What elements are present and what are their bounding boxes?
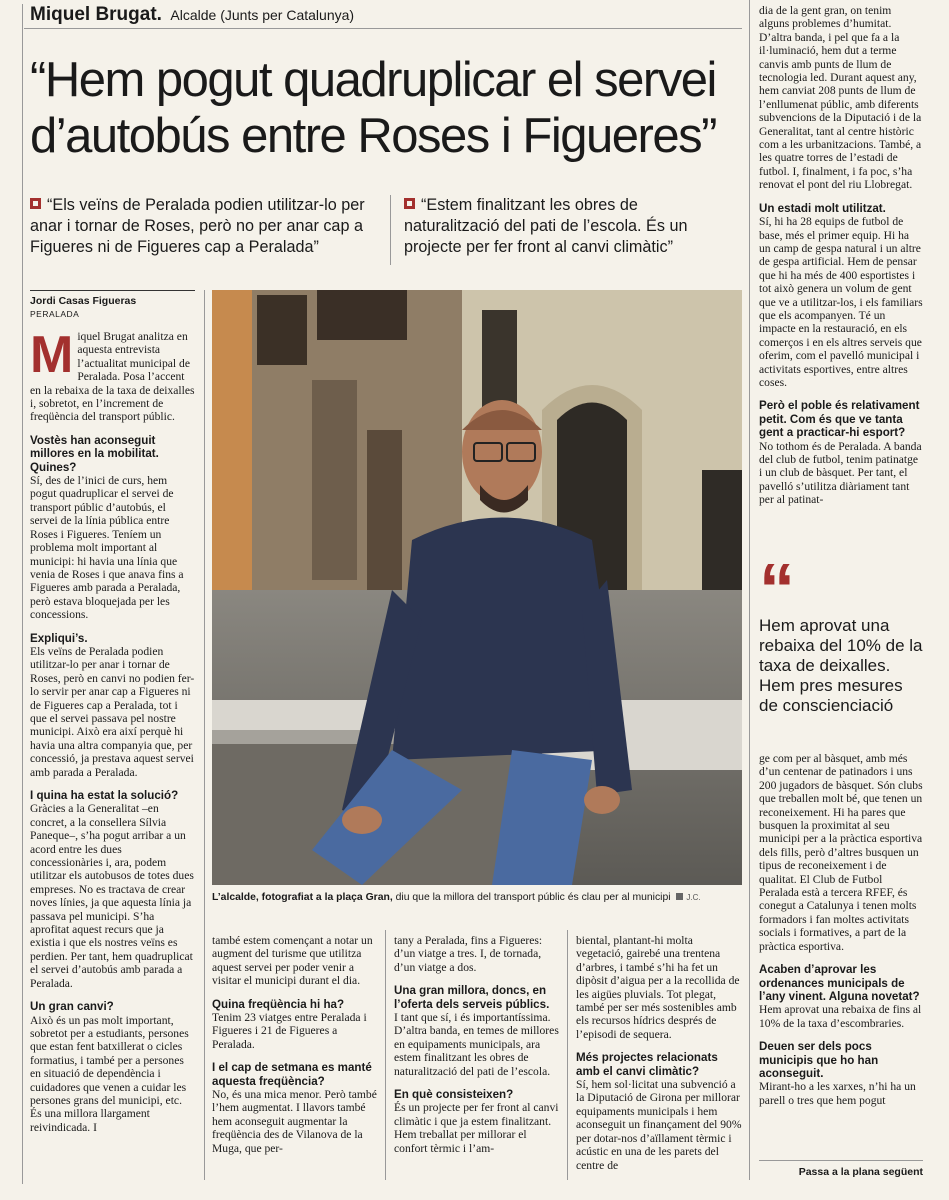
quote-mark-icon: “ [759, 550, 795, 630]
footer-rule [759, 1160, 923, 1161]
col-divider [567, 930, 568, 1180]
answer: Això és un pas molt important, sobretot per a estudiants, persones que estan fent batxillerat o cicles formatius, i també per a persones en situació de dependència i cuidadores que venen a cuidar les persones grans del municipi, etc. És una millora llargament reivindicada. I [30, 1013, 189, 1134]
answer: Sí, hem sol·licitat una subvenció a la Diputació de Girona per millorar equipaments municipals i hem aconseguit un finançament del 90% per dotar-nos d’aïllament tèrmic i acústic en una de les parets del centre de [576, 1078, 742, 1172]
question: Acaben d’aprovar les ordenances municipals de l’any vinent. Alguna novetat? [759, 963, 920, 1003]
answer: tany a Peralada, fins a Figueres: d’un viatge a tres. I, de tornada, d’un viatge a dos. [394, 934, 543, 974]
answer: Hem aprovat una rebaixa de fins al 10% de la taxa d’escombraries. [759, 1003, 922, 1030]
answer: biental, plantant-hi molta vegetació, gairebé una trentena d’arbres, i també s’hi ha fet un dipòsit d’aigua per a la recollida de les aigües pluvials. Tot plegat, també per ser més sostenibles amb els recursos hídrics després de l’episodi de sequera. [576, 934, 740, 1041]
col-divider [749, 0, 750, 1180]
question: Un estadi molt utilitzat. [759, 201, 886, 215]
answer: també estem començant a notar un augment del turisme que utilitza aquest servei per poder venir a visitar el municipi durant el dia. [212, 934, 373, 988]
question: Un gran canvi? [30, 1000, 114, 1014]
answer: Mirant-ho a les xarxes, n’hi ha un parell o tres que hem pogut [759, 1080, 916, 1107]
column-3 [394, 934, 560, 1155]
byline-author: Jordi Casas Figueras [30, 295, 137, 307]
question: Deuen ser dels pocs municipis que ho han aconseguit. [759, 1040, 879, 1080]
question: En què consisteixen? [394, 1088, 514, 1102]
answer: Tenim 23 viatges entre Peralada i Figueres i 21 de Figueres a Peralada. [212, 1011, 367, 1051]
answer: Els veïns de Peralada podien utilitzar-lo per anar i tornar de Roses, però en canvi no podien fer-lo servir per anar cap a Figueres ni de Figueres cap a Peralada, tot i que el servei passava pel nostre municipi. Això era així perquè hi havia una altra companyia que, per concessió, ja prestava aquest servei amb parada a Peralada. [30, 644, 195, 779]
subhead-1-text: “Els veïns de Peralada podien utilitzar-lo per anar i tornar de Roses, però no per anar cap a Figueres ni de Figueres cap a Peralada” [30, 196, 365, 256]
answer: Gràcies a la Generalitat –en concret, a la consellera Sílvia Paneque–, s’ha pogut arribar a un acord entre les dues concessionàries i, ara, podem utilitzar els autobusos de totes dues empreses. No es tractava de crear noves línies, ja que aquesta línia ja passava pel municipi. S’ha aprofitat aquest recurs que ja existia i que els nostres veïns es perdien. Per tant, hem quadruplicat el servei d’autobús amb parada a Peralada. [30, 802, 194, 990]
answer: No tothom és de Peralada. A banda del club de futbol, tenim patinatge i un club de bàsquet. Per tant, el pavelló s’utilitza diàriament tant per al patinat- [759, 439, 922, 507]
square-bullet-icon [30, 198, 41, 209]
left-border [22, 4, 23, 1184]
column-2 [212, 934, 378, 1155]
answer: I tant que sí, i és importantíssima. D’altra banda, en temes de millores en equipaments municipals, ara estem finalitzant les obres de naturalització del pati de l’escola. [394, 1011, 559, 1078]
question: Però el poble és relativament petit. Com és que ve tanta gent a practicar-hi esport? [759, 399, 920, 440]
pull-quote [759, 550, 923, 716]
question: Quina freqüència hi ha? [212, 997, 345, 1011]
answer: Sí, des de l’inici de curs, hem pogut quadruplicar el servei de transport públic d’autobús, el servei de la línia pública entre Roses i Figueres. Teníem un problema molt important al municipi: hi havia una línia que venia de Roses i que anava fins a Figueres amb parada a Peralada, però estava bloquejada per les concessions. [30, 474, 184, 622]
subhead-2-text: “Estem finalitzant les obres de naturalització del pati de l’escola. És un projecte per fer front al canvi climàtic” [404, 196, 688, 256]
headline: “Hem pogut quadruplicar el servei d’autobús entre Roses i Figueres” [30, 53, 716, 163]
interviewee-role: Alcalde (Junts per Catalunya) [170, 7, 355, 23]
answer: Sí, hi ha 28 equips de futbol de base, més el primer equip. Hi ha un camp de gespa natural i un altre de gespa artificial. Hem de pensar que hi ha més de 400 esportistes i tot això genera un volum de gent que ve a utilitzar-los, i els familiars que els acompanyen. Té un impacte en la restauració, en els comerços i en els altres serveis que oferim, com el pavelló municipal i activitats esportives, entre altres coses. [759, 215, 923, 389]
answer: dia de la gent gran, on tenim alguns problemes d’humitat. D’altra banda, i pel que fa a la il·luminació, hem dut a terme canvis amb punts de llum de tecnologia led. Durant aquest any, hem canviat 208 punts de llum de l’enllumenat públic, amb diferents subvencions de la Diputació i de la Generalitat, tant al centre històric com a les urbanitzacions. També, a les quatre torres de l’estadi de futbol. I, finalment, i fa poc, s’ha renovat el pont del riu Llobregat. [759, 4, 922, 192]
question: Més projectes relacionats amb el canvi climàtic? [576, 1051, 718, 1078]
subhead-1 [30, 195, 375, 258]
question: I quina ha estat la solució? [30, 789, 179, 802]
column-1 [30, 326, 196, 1134]
dropcap: M [30, 326, 74, 384]
subhead-divider [390, 195, 391, 265]
answer: ge com per al bàsquet, amb més d’un centenar de patinadors i uns 200 jugadors de bàsquet. Són clubs que treballen molt bé, que tenen un reconeixement. Hi ha pares que busquen la proximitat al seu municipi per a la pràctica esportiva dels fills, però d’altres busquen un tipus de reconeixement i de qualitat. El Club de Futbol Peralada està a tercera RFEF, és conegut a Catalunya i tenen molts formadors i fan moltes activitats socials i formatives, a part de la pràctica esportiva. [759, 752, 923, 953]
byline [30, 290, 195, 319]
caption-text: diu que la millora del transport públic és clau per al municipi [395, 892, 671, 903]
byline-location: PERALADA [30, 309, 80, 319]
col-divider [385, 930, 386, 1180]
answer: No, és una mica menor. Però també l’hem augmentat. I llavors també hem aconseguit augmentar la freqüència des de Vilanova de la Muga, que per- [212, 1088, 377, 1155]
photo [212, 290, 742, 885]
question: Expliqui’s. [30, 631, 88, 645]
square-icon [676, 893, 683, 900]
kicker [30, 4, 354, 26]
square-bullet-icon [404, 198, 415, 209]
right-column [759, 4, 923, 507]
question: Una gran millora, doncs, en l’oferta dels serveis públics. [394, 984, 550, 1011]
column-4 [576, 934, 742, 1172]
intro: iquel Brugat analitza en aquesta entrevista l’actualitat municipal de Peralada. Posa l’accent en la rebaixa de la taxa de deixalles i, sobretot, en l’increment de freqüència del transport públic. [30, 330, 195, 424]
question: I el cap de setmana es manté aquesta freqüència? [212, 1061, 372, 1088]
subhead-2 [404, 195, 714, 258]
answer: És un projecte per fer front al canvi climàtic i que ja estem finalitzant. Hem treballat per millorar el confort tèrmic i l’am- [394, 1101, 559, 1155]
header-rule [24, 28, 742, 29]
photo-illustration [212, 290, 742, 885]
photo-caption [212, 892, 742, 903]
photo-credit: J.C. [686, 893, 701, 902]
right-column-continued [759, 752, 923, 1107]
col-divider [204, 290, 205, 1180]
pull-quote-text: Hem aprovat una rebaixa del 10% de la taxa de deixalles. Hem pres mesures de conscienciació [759, 616, 923, 715]
interviewee-name: Miquel Brugat. [30, 4, 162, 25]
caption-lead: L’alcalde, fotografiat a la plaça Gran, [212, 892, 393, 903]
next-page-link[interactable]: Passa a la plana següent [798, 1166, 923, 1178]
question: Vostès han aconseguit millores en la mobilitat. Quines? [30, 433, 159, 474]
